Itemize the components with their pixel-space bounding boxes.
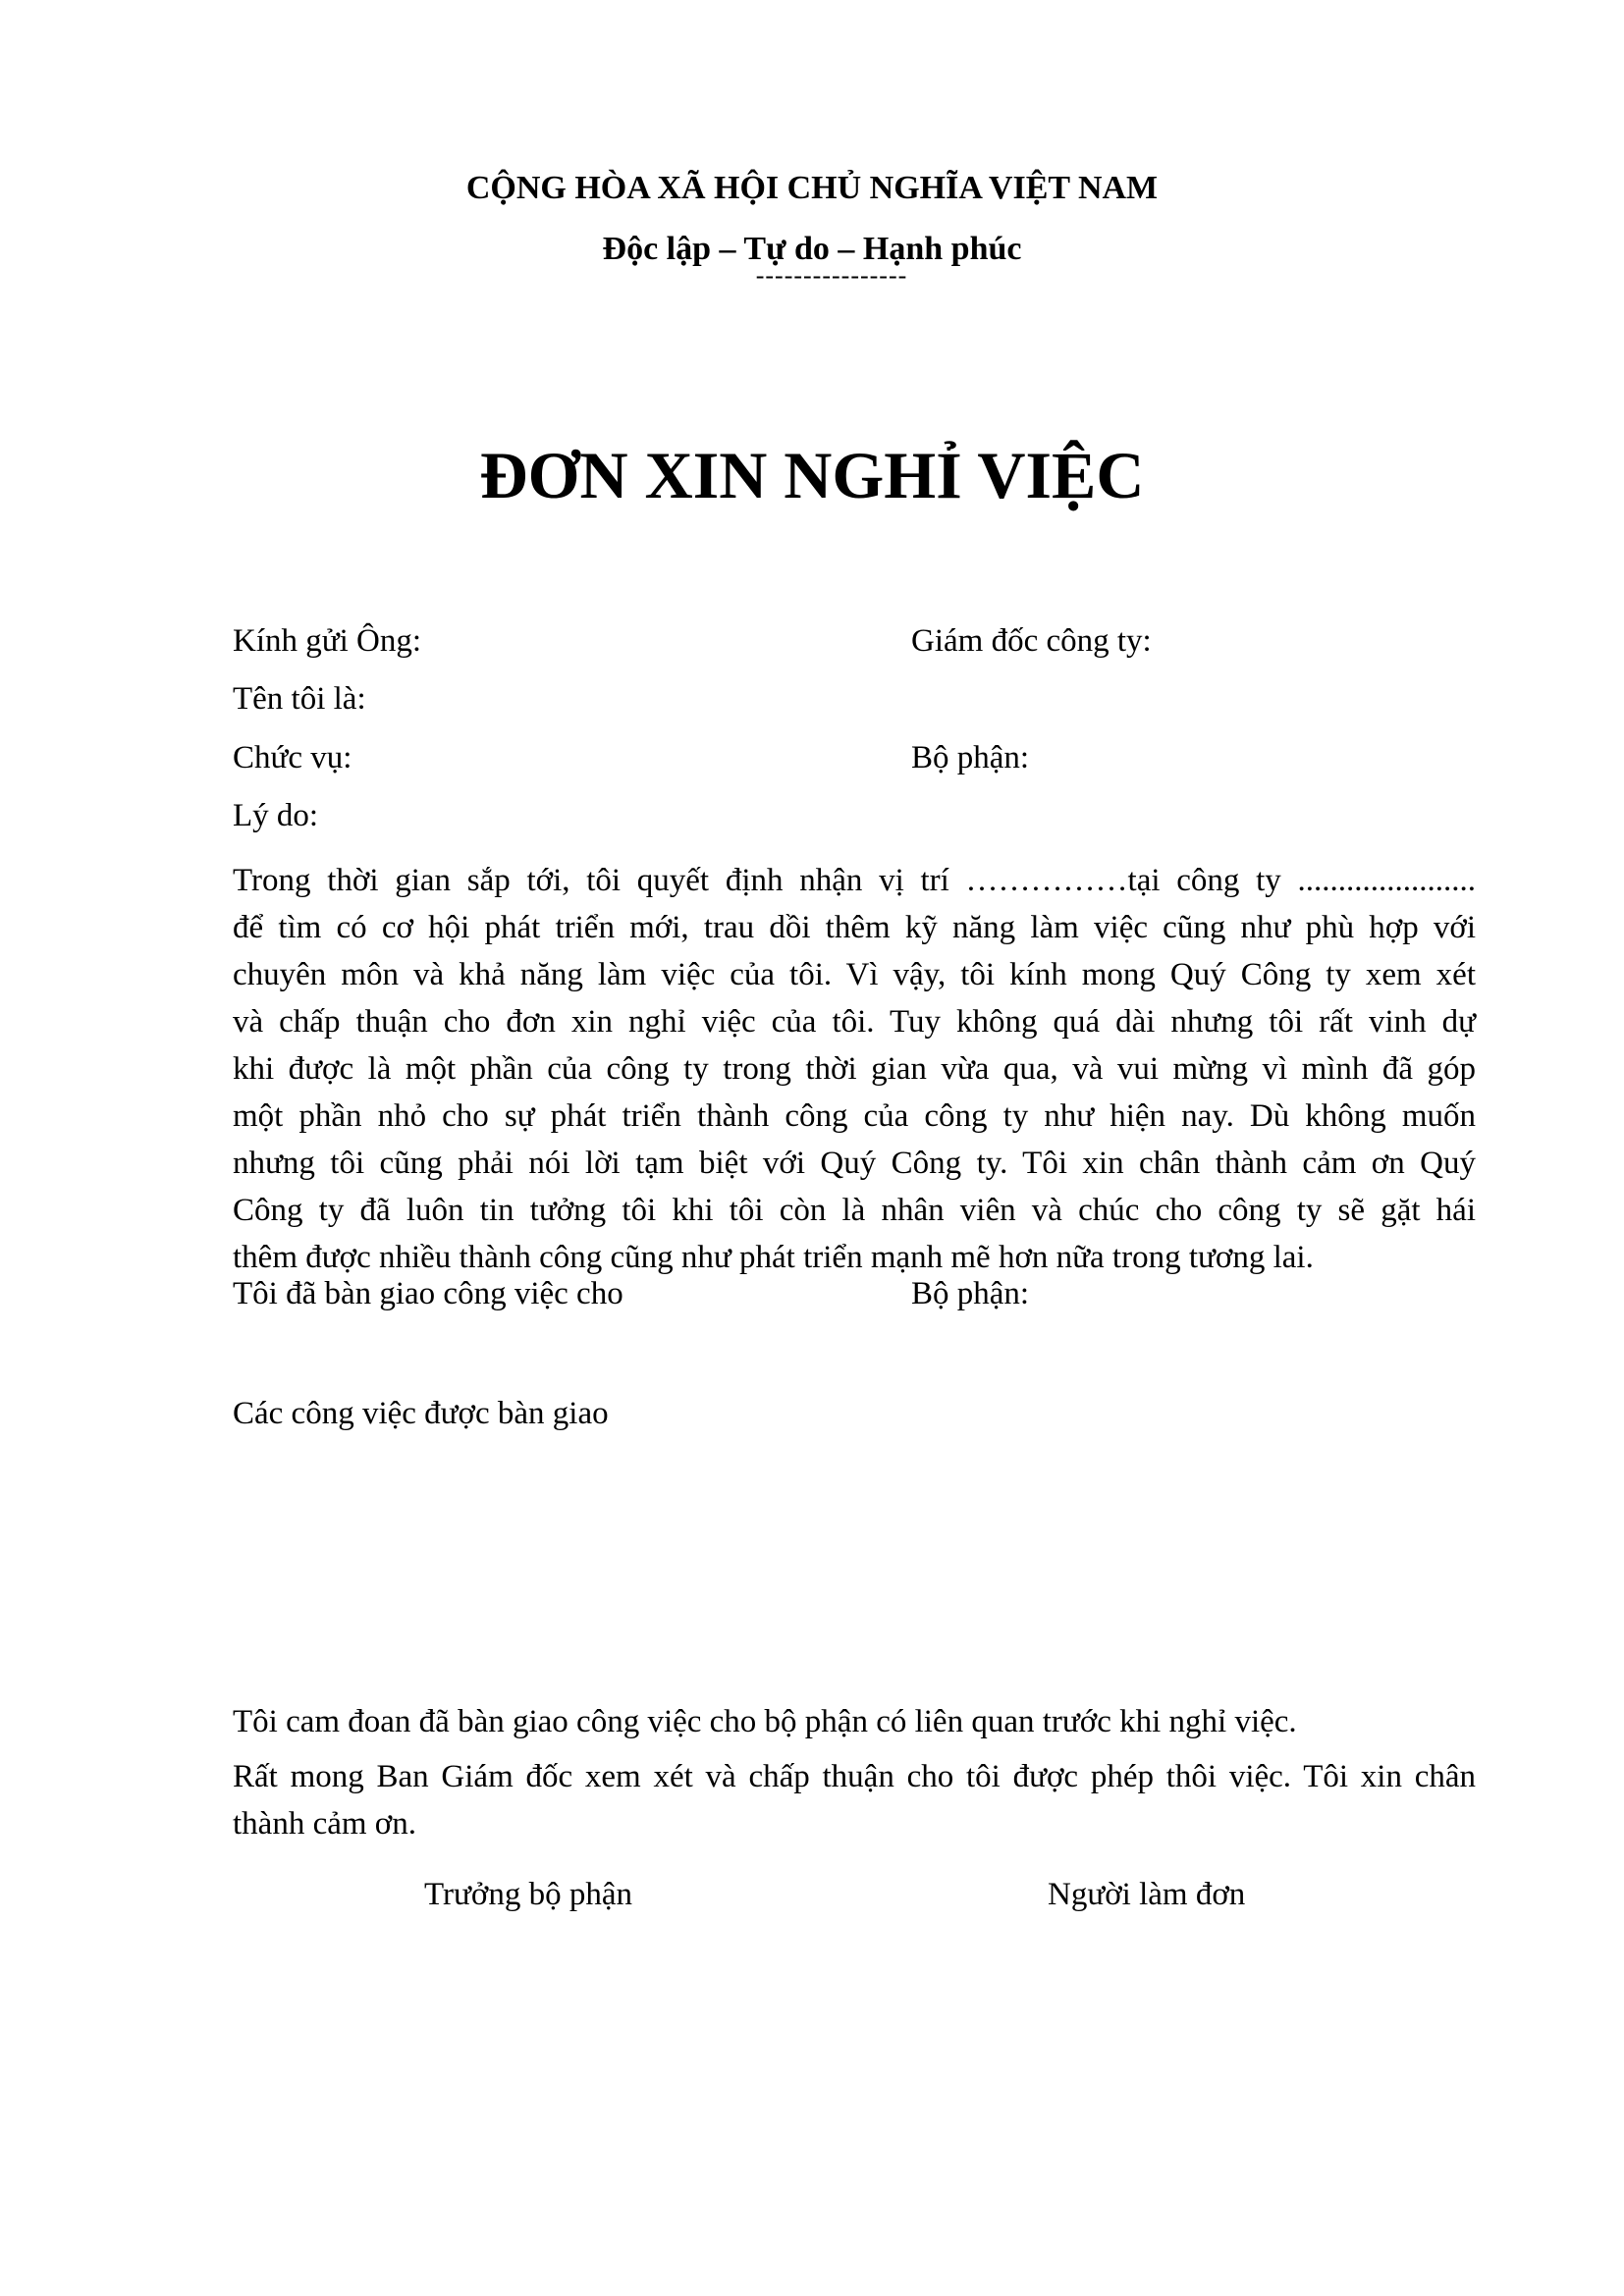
national-motto: Độc lập – Tự do – Hạnh phúc: [602, 231, 1022, 267]
request-statement: Rất mong Ban Giám đốc xem xét và chấp thuận cho tôi được phép thôi việc. Tôi xin chân thành cảm ơn.: [233, 1759, 1476, 1842]
recipient-label: Kính gửi Ông:: [233, 623, 422, 659]
national-title: CỘNG HÒA XÃ HỘI CHỦ NGHĨA VIỆT NAM: [465, 170, 1159, 206]
tasks-label: Các công việc được bàn giao: [233, 1396, 609, 1431]
applicant-signature-label: Người làm đơn: [1048, 1877, 1246, 1912]
paragraph-line: Trong thời gian sắp tới, tôi quyết định nhận vị trí ……………tại công ty ......................: [233, 863, 1476, 898]
director-label: Giám đốc công ty:: [911, 623, 1152, 659]
name-label: Tên tôi là:: [233, 681, 366, 717]
paragraph-line: khi được là một phần của công ty trong thời gian vừa qua, và vui mừng vì mình đã góp: [233, 1051, 1476, 1087]
department-head-signature-label: Trưởng bộ phận: [424, 1877, 632, 1912]
paragraph-line: thêm được nhiều thành công cũng như phát triển mạnh mẽ hơn nữa trong tương lai.: [233, 1240, 1314, 1275]
department-label: Bộ phận:: [911, 740, 1030, 775]
commitment-statement: Tôi cam đoan đã bàn giao công việc cho bộ phận có liên quan trước khi nghỉ việc.: [233, 1704, 1297, 1739]
paragraph-line: Công ty đã luôn tin tưởng tôi khi tôi còn là nhân viên và chúc cho công ty sẽ gặt hái: [233, 1193, 1476, 1228]
paragraph-line: để tìm có cơ hội phát triển mới, trau dồi thêm kỹ năng làm việc cũng như phù hợp với: [233, 910, 1476, 945]
paragraph-line: nhưng tôi cũng phải nói lời tạm biệt với Quý Công ty. Tôi xin chân thành cảm ơn Quý: [233, 1146, 1476, 1181]
document-title: ĐƠN XIN NGHỈ VIỆC: [479, 438, 1145, 512]
reason-label: Lý do:: [233, 798, 319, 833]
handover-department-label: Bộ phận:: [911, 1276, 1030, 1311]
paragraph-line: chuyên môn và khả năng làm việc của tôi. Vì vậy, tôi kính mong Quý Công ty xem xét: [233, 957, 1476, 992]
paragraph-line: và chấp thuận cho đơn xin nghỉ việc của tôi. Tuy không quá dài nhưng tôi rất vinh dự: [233, 1004, 1476, 1040]
motto-separator: ----------------: [755, 261, 908, 290]
paragraph-line: một phần nhỏ cho sự phát triển thành công của công ty như hiện nay. Dù không muốn: [233, 1098, 1476, 1134]
position-label: Chức vụ:: [233, 740, 352, 775]
reason-paragraph: [233, 857, 1476, 1281]
handover-label: Tôi đã bàn giao công việc cho: [233, 1276, 623, 1311]
